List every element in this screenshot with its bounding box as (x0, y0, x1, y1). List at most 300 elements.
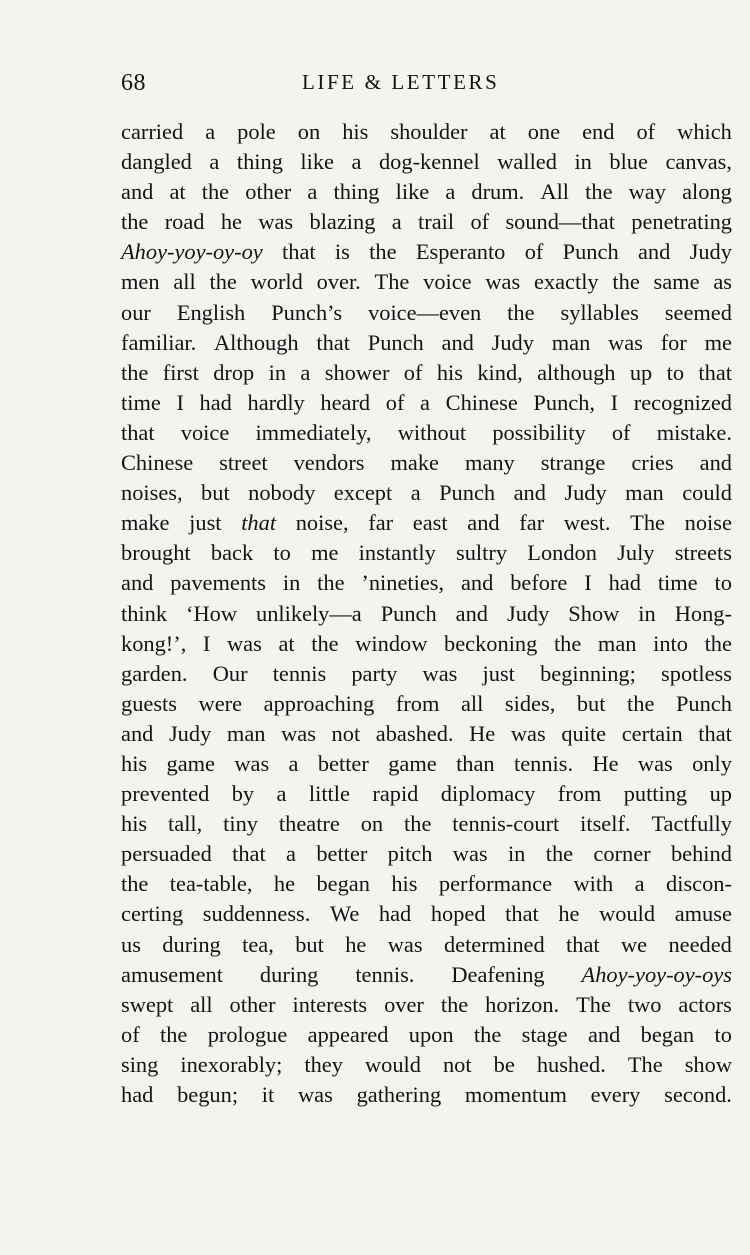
word: the (545, 841, 574, 867)
word: it (261, 1082, 275, 1107)
word: the (121, 871, 149, 897)
word: would (364, 1051, 421, 1077)
word: the (507, 299, 535, 325)
word: time (657, 570, 698, 596)
word: walled (497, 149, 557, 175)
word: better (317, 750, 369, 776)
word: but (201, 480, 230, 506)
word: tennis-court (452, 811, 560, 837)
word: instantly (358, 540, 436, 566)
word: over. (316, 269, 361, 295)
word: the (311, 630, 339, 656)
text-line (121, 568, 732, 598)
word: that (698, 720, 732, 746)
word: determined (443, 931, 545, 957)
word: into (653, 630, 688, 656)
word: beginning; (540, 660, 636, 686)
word: that (566, 931, 600, 957)
word: needed (668, 931, 732, 957)
word: beckoning (444, 630, 538, 656)
text-line (121, 719, 732, 749)
word: garden. (121, 660, 188, 686)
word: Judy (168, 720, 212, 746)
word: game (388, 750, 437, 776)
word: Hong- (674, 600, 732, 626)
text-line (121, 930, 732, 960)
word: kong!’, (121, 630, 187, 656)
word: horizon. (485, 991, 560, 1017)
word: spotless (661, 660, 732, 686)
text-line (121, 177, 732, 207)
word: on (297, 119, 321, 144)
word: gathering (356, 1082, 442, 1107)
word: a (276, 781, 287, 807)
word: man (226, 720, 266, 746)
word: tennis (272, 660, 327, 686)
word: way (628, 179, 666, 205)
word: that (232, 841, 266, 867)
word: Ahoy-yoy-oy-oy (121, 239, 263, 265)
word: noise (684, 510, 732, 536)
word: The (630, 510, 665, 536)
word: brought (121, 540, 191, 566)
word: kind, (477, 359, 523, 385)
word: little (308, 781, 350, 807)
word: exactly (533, 269, 599, 295)
word: only (692, 750, 732, 776)
word: in (507, 841, 526, 867)
word: his (436, 359, 463, 385)
word: stage (521, 1021, 568, 1047)
word: I (584, 570, 592, 596)
word: that (282, 239, 316, 265)
word: and (467, 510, 500, 536)
word: had (608, 570, 641, 596)
word: he (220, 209, 242, 235)
word: Our (212, 660, 248, 686)
word: abashed. (375, 720, 454, 746)
word: Punch, (533, 389, 595, 415)
word: man (597, 630, 637, 656)
word: along (682, 179, 732, 205)
word: think (121, 600, 168, 626)
word: and (637, 239, 671, 265)
word: had (121, 1082, 154, 1107)
word: men (121, 269, 160, 295)
word: voice (180, 419, 230, 445)
word: could (682, 480, 732, 506)
word: first (162, 359, 199, 385)
text-line (121, 1080, 732, 1110)
word: show (684, 1051, 732, 1077)
word: other (229, 991, 276, 1017)
word: every (590, 1082, 641, 1107)
word: to (714, 1021, 732, 1047)
word: sultry (456, 540, 508, 566)
word: just (189, 510, 222, 536)
word: a (300, 359, 311, 385)
word: recognized (633, 389, 732, 415)
word: Although (214, 329, 299, 355)
text-line (121, 147, 732, 177)
text-line (121, 267, 732, 297)
word: heard (320, 389, 371, 415)
word: world (250, 269, 303, 295)
word: he (345, 931, 367, 957)
word: dangled (121, 149, 192, 175)
word: sing (121, 1051, 159, 1077)
word: we (620, 931, 648, 957)
word: the (369, 239, 397, 265)
word: Judy (689, 239, 732, 265)
word: appeared (307, 1021, 389, 1047)
word: interests (292, 991, 368, 1017)
word: a (209, 149, 220, 175)
text-line (121, 990, 732, 1020)
word: voice (423, 269, 472, 295)
word: that (241, 510, 277, 536)
word: one (527, 119, 561, 144)
word: from (557, 781, 602, 807)
word: inexorably; (180, 1051, 283, 1077)
word: a (288, 750, 299, 776)
word: Punch (367, 329, 424, 355)
word: man (551, 329, 591, 355)
word: game (166, 750, 215, 776)
word: he (273, 871, 296, 897)
word: and (121, 570, 154, 596)
word: performance (438, 871, 553, 897)
word: is (334, 239, 350, 265)
word: his (391, 871, 418, 897)
word: at (169, 179, 186, 205)
word: unlikely—a (256, 600, 362, 626)
word: had (199, 389, 232, 415)
word: carried (121, 119, 184, 144)
word: swept (121, 991, 174, 1017)
word: itself. (580, 811, 631, 837)
word: Tactfully (651, 811, 732, 837)
word: a (634, 871, 645, 897)
word: all (190, 991, 213, 1017)
word: from (395, 690, 440, 716)
word: sides, (504, 690, 556, 716)
word: theatre (278, 811, 340, 837)
word: tea, (242, 931, 274, 957)
word: sound—that (505, 209, 615, 235)
word: and (587, 1021, 621, 1047)
word: pavements (170, 570, 266, 596)
word: July (617, 540, 655, 566)
text-line (121, 809, 732, 839)
word: was (258, 209, 294, 235)
text-line (121, 478, 732, 508)
text-line (121, 749, 732, 779)
word: quite (561, 720, 607, 746)
word: except (333, 480, 393, 506)
word: seemed (664, 299, 732, 325)
word: had (378, 901, 412, 927)
word: was (387, 931, 423, 957)
word: began (640, 1021, 695, 1047)
word: the (121, 209, 149, 235)
word: a (420, 389, 430, 415)
word: vendors (293, 450, 365, 476)
word: like (300, 149, 334, 175)
word: I (176, 389, 184, 415)
word: The (374, 269, 410, 295)
word: window (355, 630, 428, 656)
word: end (582, 119, 615, 144)
word: for (660, 329, 687, 355)
word: during (162, 931, 221, 957)
word: syllables (560, 299, 639, 325)
word: was (298, 1082, 333, 1107)
word: ’nineties, (361, 570, 445, 596)
text-line (121, 358, 732, 388)
word: by (231, 781, 255, 807)
word: that (121, 419, 155, 445)
word: street (219, 450, 268, 476)
text-line (121, 207, 732, 237)
word: over (384, 991, 424, 1017)
word: with (573, 871, 614, 897)
word: The (576, 991, 611, 1017)
text-line (121, 599, 732, 629)
word: better (316, 841, 368, 867)
word: was (281, 720, 316, 746)
text-line (121, 298, 732, 328)
word: party (351, 660, 398, 686)
word: two (627, 991, 662, 1017)
word: all (173, 269, 196, 295)
word: Punch (562, 239, 619, 265)
word: they (304, 1051, 343, 1077)
word: amuse (674, 901, 732, 927)
word: Esperanto (415, 239, 506, 265)
word: was (452, 841, 488, 867)
word: to (273, 540, 291, 566)
word: Judy (507, 600, 550, 626)
text-line (121, 1050, 732, 1080)
word: which (677, 119, 732, 144)
text-line (121, 117, 732, 147)
text-line (121, 629, 732, 659)
word: Punch (439, 480, 496, 506)
running-head-title: LIFE & LETTERS (302, 70, 500, 94)
word: and (699, 450, 732, 476)
word: penetrating (631, 209, 732, 235)
word: was (608, 329, 643, 355)
word: tea-table, (169, 871, 253, 897)
word: Judy (564, 480, 607, 506)
word: a (351, 149, 362, 175)
word: began (316, 871, 370, 897)
word: up (709, 781, 732, 807)
word: Chinese (445, 389, 518, 415)
word: in (638, 600, 656, 626)
text-line (121, 689, 732, 719)
word: the (612, 269, 640, 295)
word: All (540, 179, 570, 205)
word: and (121, 179, 154, 205)
word: would (599, 901, 656, 927)
word: mistake. (656, 419, 732, 445)
word: drum. (471, 179, 525, 205)
text-line (121, 448, 732, 478)
word: he (558, 901, 580, 927)
word: tiny (223, 811, 258, 837)
word: suddenness. (202, 901, 311, 927)
word: upon (408, 1021, 454, 1047)
word: a (286, 841, 296, 867)
word: his (342, 119, 369, 144)
word: Punch (380, 600, 437, 626)
word: Deafening (451, 961, 545, 987)
word: was (485, 269, 521, 295)
word: up (629, 359, 653, 385)
text-line (121, 960, 732, 990)
word: We (329, 901, 360, 927)
word: possibility (492, 419, 586, 445)
word: east (412, 510, 448, 536)
word: streets (674, 540, 732, 566)
word: London (527, 540, 597, 566)
text-line (121, 869, 732, 899)
word: his (121, 811, 148, 837)
word: begun; (177, 1082, 239, 1107)
word: was (637, 750, 673, 776)
word: not (442, 1051, 472, 1077)
word: a (391, 209, 402, 235)
page-number: 68 (121, 70, 146, 96)
word: the (627, 690, 655, 716)
word: make (390, 450, 439, 476)
word: English (176, 299, 246, 325)
word: be (493, 1051, 515, 1077)
word: me (704, 329, 732, 355)
text-line (121, 237, 732, 267)
word: than (456, 750, 495, 776)
word: was (227, 630, 262, 656)
word: like (395, 179, 430, 205)
word: in (574, 149, 592, 175)
word: blue (609, 149, 648, 175)
word: noises, (121, 480, 183, 506)
word: shoulder (390, 119, 468, 144)
word: was (234, 750, 270, 776)
text-line (121, 839, 732, 869)
word: Chinese (121, 450, 194, 476)
word: pole (237, 119, 276, 144)
word: voice—even (368, 299, 482, 325)
text-line (121, 1020, 732, 1050)
text-line (121, 418, 732, 448)
word: momentum (464, 1082, 567, 1107)
word: other (245, 179, 292, 205)
word: Judy (491, 329, 534, 355)
word: road (164, 209, 205, 235)
word: and (460, 570, 494, 596)
word: that (698, 359, 732, 385)
word: far (368, 510, 394, 536)
word: but (576, 690, 606, 716)
word: He (469, 720, 496, 746)
word: in (282, 570, 301, 596)
word: without (397, 419, 467, 445)
word: a (205, 119, 216, 144)
word: at (278, 630, 295, 656)
word: of (403, 359, 423, 385)
word: prevented (121, 781, 210, 807)
word: persuaded (121, 841, 212, 867)
word: our (121, 299, 151, 325)
word: corner (593, 841, 651, 867)
word: the (585, 179, 613, 205)
text-line (121, 538, 732, 568)
text-line (121, 899, 732, 929)
word: pitch (387, 841, 433, 867)
word: behind (670, 841, 732, 867)
word: of (611, 419, 631, 445)
word: time (121, 389, 161, 415)
word: far (519, 510, 545, 536)
word: Show (568, 600, 620, 626)
word: tall, (168, 811, 203, 837)
word: putting (623, 781, 688, 807)
text-line (121, 508, 732, 538)
word: Ahoy-yoy-oy-oys (581, 961, 732, 987)
body-text (121, 117, 732, 1110)
word: hoped (430, 901, 486, 927)
word: of (470, 209, 490, 235)
word: but (295, 931, 324, 957)
word: strange (540, 450, 606, 476)
word: the (704, 630, 732, 656)
word: that (505, 901, 539, 927)
word: west. (563, 510, 611, 536)
word: the (209, 269, 237, 295)
word: that (316, 329, 350, 355)
word: certing (121, 901, 184, 927)
word: hushed. (536, 1051, 606, 1077)
word: the (440, 991, 469, 1017)
word: to (666, 359, 685, 385)
word: make (121, 510, 170, 536)
word: prologue (207, 1021, 288, 1047)
word: on (360, 811, 384, 837)
word: a (410, 480, 421, 506)
word: familiar. (121, 329, 197, 355)
word: tennis. (513, 750, 574, 776)
word: discon- (666, 871, 732, 897)
word: dog-kennel (378, 149, 480, 175)
word: diplomacy (440, 781, 536, 807)
word: noise, (295, 510, 349, 536)
word: approaching (263, 690, 375, 716)
word: during (259, 961, 319, 987)
word: hardly (247, 389, 305, 415)
word: amusement (121, 961, 223, 987)
word: before (510, 570, 568, 596)
word: the (160, 1021, 188, 1047)
word: actors (678, 991, 732, 1017)
word: of (121, 1021, 140, 1047)
word: the (404, 811, 432, 837)
word: shower (324, 359, 390, 385)
word: man (625, 480, 664, 506)
word: was (510, 720, 546, 746)
